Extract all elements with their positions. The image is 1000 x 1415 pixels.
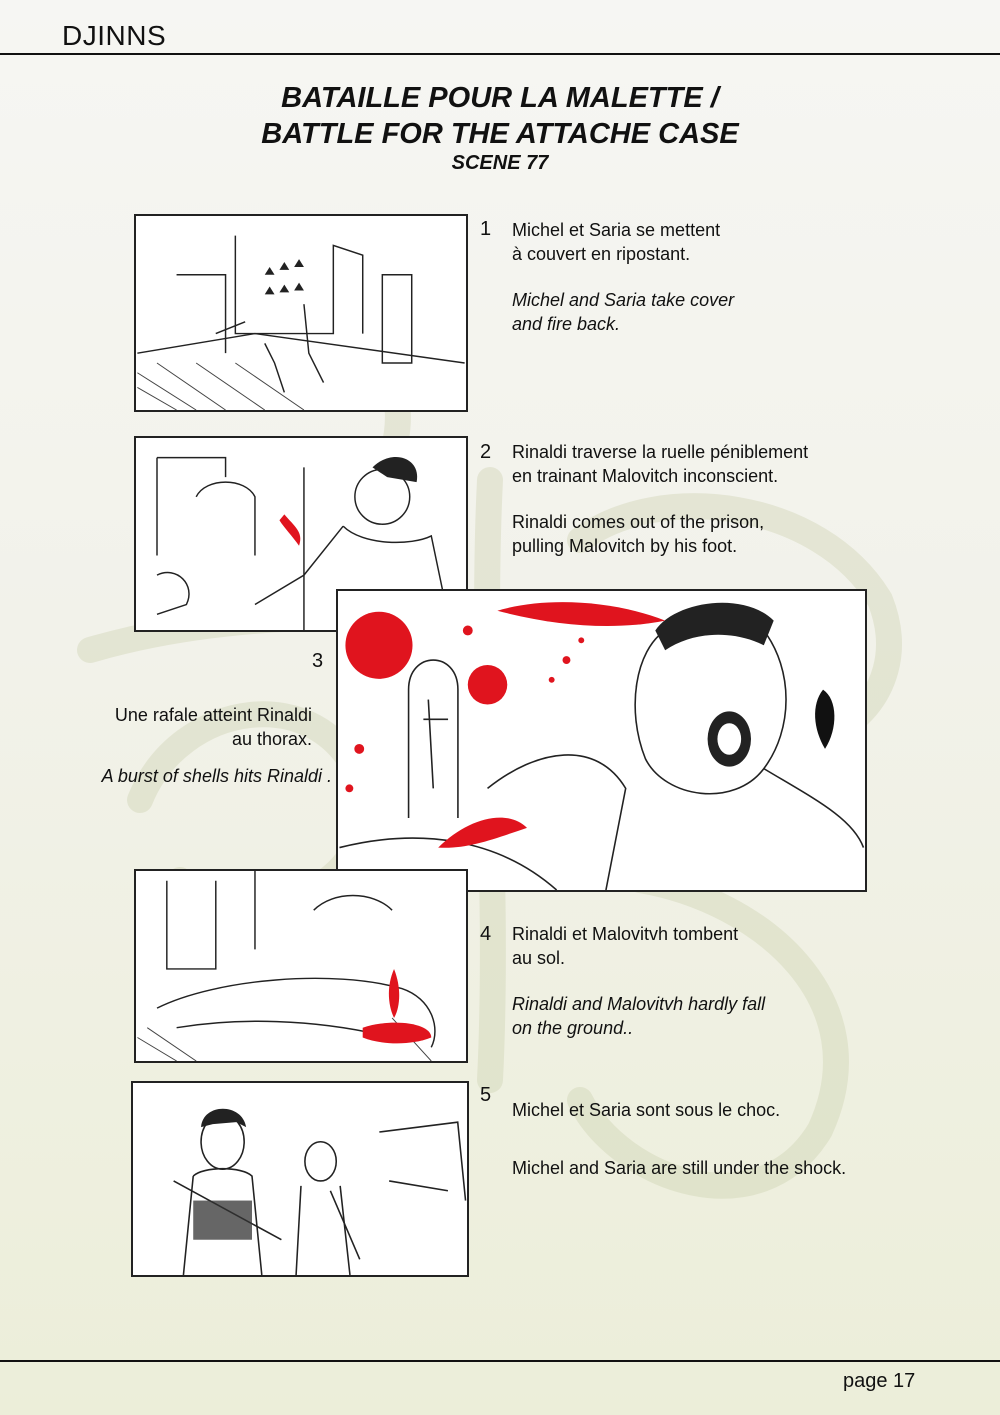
panel-5-caption bbox=[512, 1098, 846, 1180]
panel-1-caption bbox=[512, 218, 734, 336]
storyboard-panel-4 bbox=[134, 869, 468, 1063]
panel-2-number: 2 bbox=[480, 441, 492, 463]
panel-2-english-line: pulling Malovitch by his foot. bbox=[512, 536, 738, 556]
panel-5-french-line: Michel et Saria sont sous le choc. bbox=[512, 1100, 781, 1120]
panel-5-english-line: Michel and Saria are still under the shock. bbox=[512, 1158, 847, 1178]
sketch-michel-saria-shock bbox=[133, 1083, 467, 1275]
panel-3-english-line: A burst of shells hits Rinaldi . bbox=[101, 766, 332, 786]
panel-3-caption bbox=[40, 703, 312, 759]
panel-2-caption bbox=[512, 440, 808, 558]
document-title bbox=[0, 80, 1000, 152]
panel-3-french-line: au thorax. bbox=[231, 729, 312, 749]
title-english: BATTLE FOR THE ATTACHE CASE bbox=[261, 118, 739, 150]
panel-3-french-line: Une rafale atteint Rinaldi bbox=[114, 705, 312, 725]
panel-2-french-line: en trainant Malovitch inconscient. bbox=[512, 466, 779, 486]
panel-3-number: 3 bbox=[312, 650, 324, 672]
header-divider bbox=[0, 53, 1000, 55]
page-number: page 17 bbox=[843, 1370, 916, 1392]
panel-5-number: 5 bbox=[480, 1084, 492, 1106]
panel-4-number: 4 bbox=[480, 923, 492, 945]
storyboard-panel-3 bbox=[336, 589, 867, 892]
panel-1-number: 1 bbox=[480, 218, 492, 240]
sketch-street-cover bbox=[136, 216, 466, 410]
panel-2-english-line: Rinaldi comes out of the prison, bbox=[512, 512, 765, 532]
panel-4-french-line: au sol. bbox=[512, 948, 566, 968]
panel-4-english-line: on the ground.. bbox=[512, 1018, 634, 1038]
storyboard-panel-5 bbox=[131, 1081, 469, 1277]
footer-divider bbox=[0, 1360, 1000, 1362]
panel-2-french-line: Rinaldi traverse la ruelle péniblement bbox=[512, 442, 809, 462]
panel-1-french-line: à couvert en ripostant. bbox=[512, 244, 691, 264]
header-title: DJINNS bbox=[62, 20, 167, 51]
panel-4-english-line: Rinaldi and Malovitvh hardly fall bbox=[512, 994, 766, 1014]
panel-1-english-line: Michel and Saria take cover bbox=[512, 290, 735, 310]
storyboard-panel-1 bbox=[134, 214, 468, 412]
panel-1-english-line: and fire back. bbox=[512, 314, 621, 334]
sketch-rinaldi-shot bbox=[338, 591, 865, 890]
title-french: BATAILLE POUR LA MALETTE / bbox=[281, 82, 719, 114]
panel-1-french-line: Michel et Saria se mettent bbox=[512, 220, 721, 240]
sketch-falling-ground bbox=[136, 871, 466, 1061]
panel-4-french-line: Rinaldi et Malovitvh tombent bbox=[512, 924, 739, 944]
panel-4-caption bbox=[512, 922, 765, 1040]
scene-label: SCENE 77 bbox=[451, 152, 549, 174]
